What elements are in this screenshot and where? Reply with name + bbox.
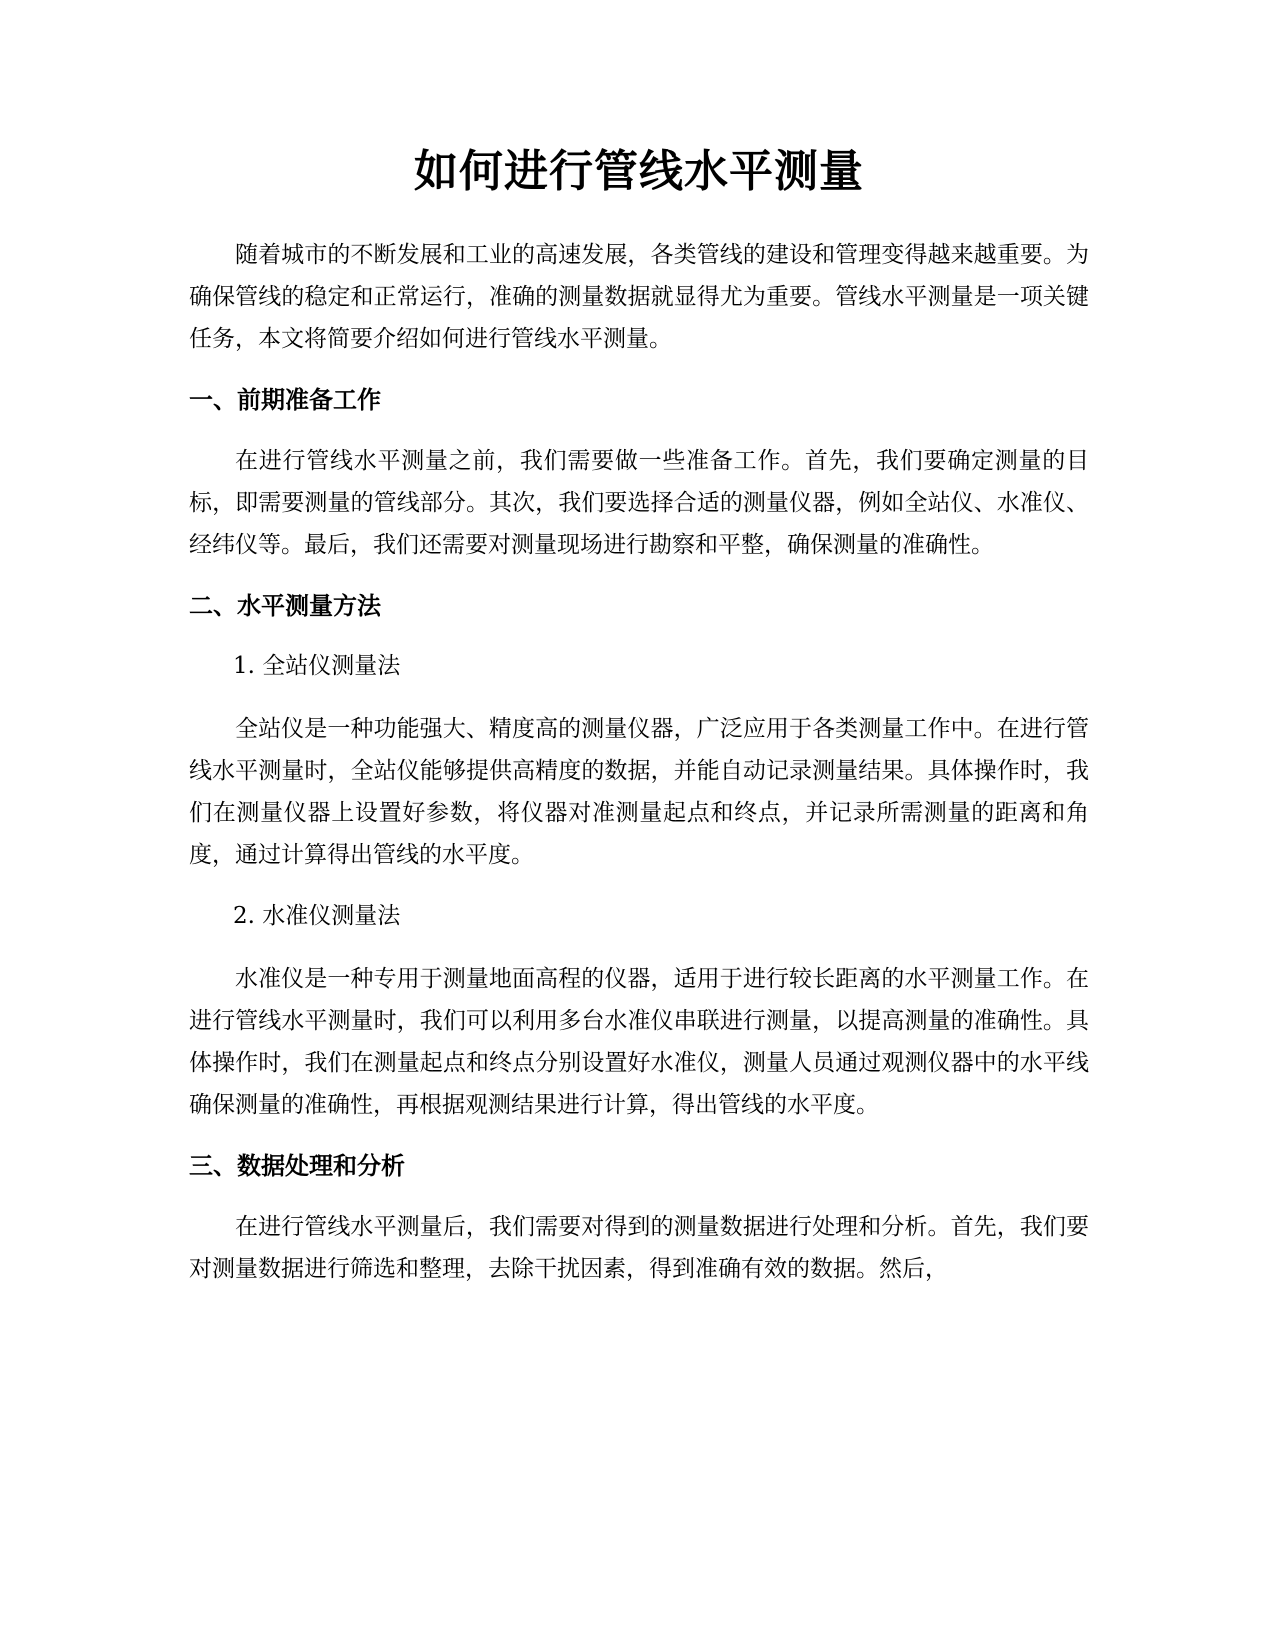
section-paragraph-preparation: 在进行管线水平测量之前，我们需要做一些准备工作。首先，我们要确定测量的目标，即需要测量的管线部分。其次，我们要选择合适的测量仪器，例如全站仪、水准仪、经纬仪等。最后，我们还需要对测量现场进行勘察和平整，确保测量的准确性。 bbox=[189, 448, 1089, 558]
method-paragraph-level: 水准仪是一种专用于测量地面高程的仪器，适用于进行较长距离的水平测量工作。在进行管线水平测量时，我们可以利用多台水准仪串联进行测量，以提高测量的准确性。具体操作时，我们在测量起点和终点分别设置好水准仪，测量人员通过观测仪器中的水平线确保测量的准确性，再根据观测结果进行计算，得出管线的水平度。 bbox=[189, 966, 1089, 1118]
method-paragraph-total-station: 全站仪是一种功能强大、精度高的测量仪器，广泛应用于各类测量工作中。在进行管线水平测量时，全站仪能够提供高精度的数据，并能自动记录测量结果。具体操作时，我们在测量仪器上设置好参数，将仪器对准测量起点和终点，并记录所需测量的距离和角度，通过计算得出管线的水平度。 bbox=[189, 716, 1089, 868]
method-title-total-station: 1. 全站仪测量法 bbox=[233, 653, 401, 679]
section-heading-data-analysis: 三、数据处理和分析 bbox=[189, 1152, 405, 1180]
document-body bbox=[189, 140, 1089, 1310]
intro-paragraph: 随着城市的不断发展和工业的高速发展，各类管线的建设和管理变得越来越重要。为确保管线的稳定和正常运行，准确的测量数据就显得尤为重要。管线水平测量是一项关键任务，本文将简要介绍如何进行管线水平测量。 bbox=[189, 242, 1089, 352]
section-heading-preparation: 一、前期准备工作 bbox=[189, 386, 381, 414]
document-title: 如何进行管线水平测量 bbox=[414, 146, 864, 197]
section-paragraph-data-analysis: 在进行管线水平测量后，我们需要对得到的测量数据进行处理和分析。首先，我们要对测量数据进行筛选和整理，去除干扰因素，得到准确有效的数据。然后， bbox=[189, 1214, 1089, 1282]
section-heading-methods: 二、水平测量方法 bbox=[189, 592, 381, 620]
method-title-level: 2. 水准仪测量法 bbox=[233, 903, 401, 929]
